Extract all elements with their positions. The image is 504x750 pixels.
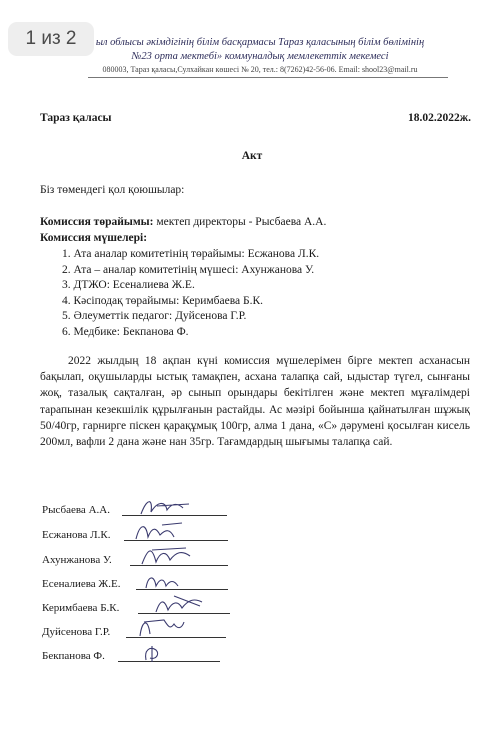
signature-mark: [138, 642, 168, 664]
page-indicator: 1 из 2: [8, 22, 94, 56]
list-item: 1. Ата аналар комитетінің төрайымы: Есжанова Л.К.: [62, 248, 320, 260]
signer-name: Бекпанова Ф.: [42, 650, 105, 662]
members-heading: Комиссия мүшелері:: [40, 232, 148, 244]
members-list: [62, 247, 319, 341]
signer-name: Ахунжанова У.: [42, 554, 112, 566]
signer-name: Рысбаева А.А.: [42, 504, 110, 516]
chair-label: Комиссия төрайымы:: [40, 216, 154, 228]
signature-row: [42, 548, 232, 568]
signer-name: Керимбаева Б.К.: [42, 602, 120, 614]
intro-text: Біз төмендегі қол қоюшылар:: [40, 184, 185, 196]
letterhead-line-1: ыл облысы әкімдігінің білім басқармасы Тараз қаласының білім бөлімінің: [95, 37, 425, 48]
list-item: 4. Кәсіподақ төрайымы: Керимбаева Б.К.: [62, 294, 264, 307]
document-title: Акт: [241, 150, 263, 162]
chair-value: мектеп директоры - Рысбаева А.А.: [153, 216, 327, 228]
signer-name: Дуйсенова Г.Р.: [42, 626, 111, 638]
body-paragraph: 2022 жылдың 18 ақпан күні комиссия мүшелерімен бірге мектеп асханасын бақылап, оқушыларды ыстық тамақпен, асхана талапқа сай, ыдыстар түгел, сынғаны жоқ, тазалық сақталған, әр сынып орындары бекітілген және мектеп мұғалімдері тарапынан кезекшілік құрылғанын растайды. Ас мәзірі бойынша қайнатылған шұжық 50/40гр, гарнирге піскен қарақұмық 100гр, алма 1 дана, «С» дәрумені қосылған кисель 200мл, вафли 2 дана және нан 35гр. Тағамдардың шығымы талапқа сай.: [40, 355, 470, 449]
list-item: 3. ДТЖО: Есеналиева Ж.Е.: [62, 279, 195, 292]
commission-chair: [40, 216, 326, 228]
signature-row: [42, 523, 232, 543]
document-date: 18.02.2022ж.: [408, 112, 471, 124]
signature-row: [42, 498, 232, 518]
letterhead-line-2: №23 орта мектебі» коммуналдық мемлекеттік мекемесі: [131, 51, 389, 62]
letterhead-address: 080003, Тараз қаласы,Сулхайкан көшесі № 20, тел.: 8(7262)42-56-06. Email: shool23@mail.ru: [102, 65, 418, 74]
signature-mark: [132, 519, 192, 543]
signature-mark: [152, 592, 208, 616]
signer-name: Есеналиева Ж.Е.: [42, 578, 121, 590]
signature-row: [42, 572, 232, 592]
signature-row: [42, 596, 232, 616]
letterhead-divider: [88, 77, 448, 78]
signature-mark: [138, 542, 198, 568]
signature-mark: [142, 570, 186, 592]
signature-row: [42, 620, 232, 640]
signature-line: [118, 661, 220, 662]
signature-row: [42, 644, 232, 664]
list-item: 5. Әлеуметтік педагог: Дуйсенова Г.Р.: [62, 310, 247, 323]
document-city: Тараз қаласы: [40, 112, 112, 124]
list-item: 2. Ата – аналар комитетінің мүшесі: Ахунжанова У.: [62, 263, 315, 276]
signer-name: Есжанова Л.К.: [42, 529, 111, 541]
signature-mark: [134, 614, 188, 640]
list-item: 6. Медбике: Бекпанова Ф.: [62, 325, 189, 338]
signature-mark: [137, 496, 197, 518]
